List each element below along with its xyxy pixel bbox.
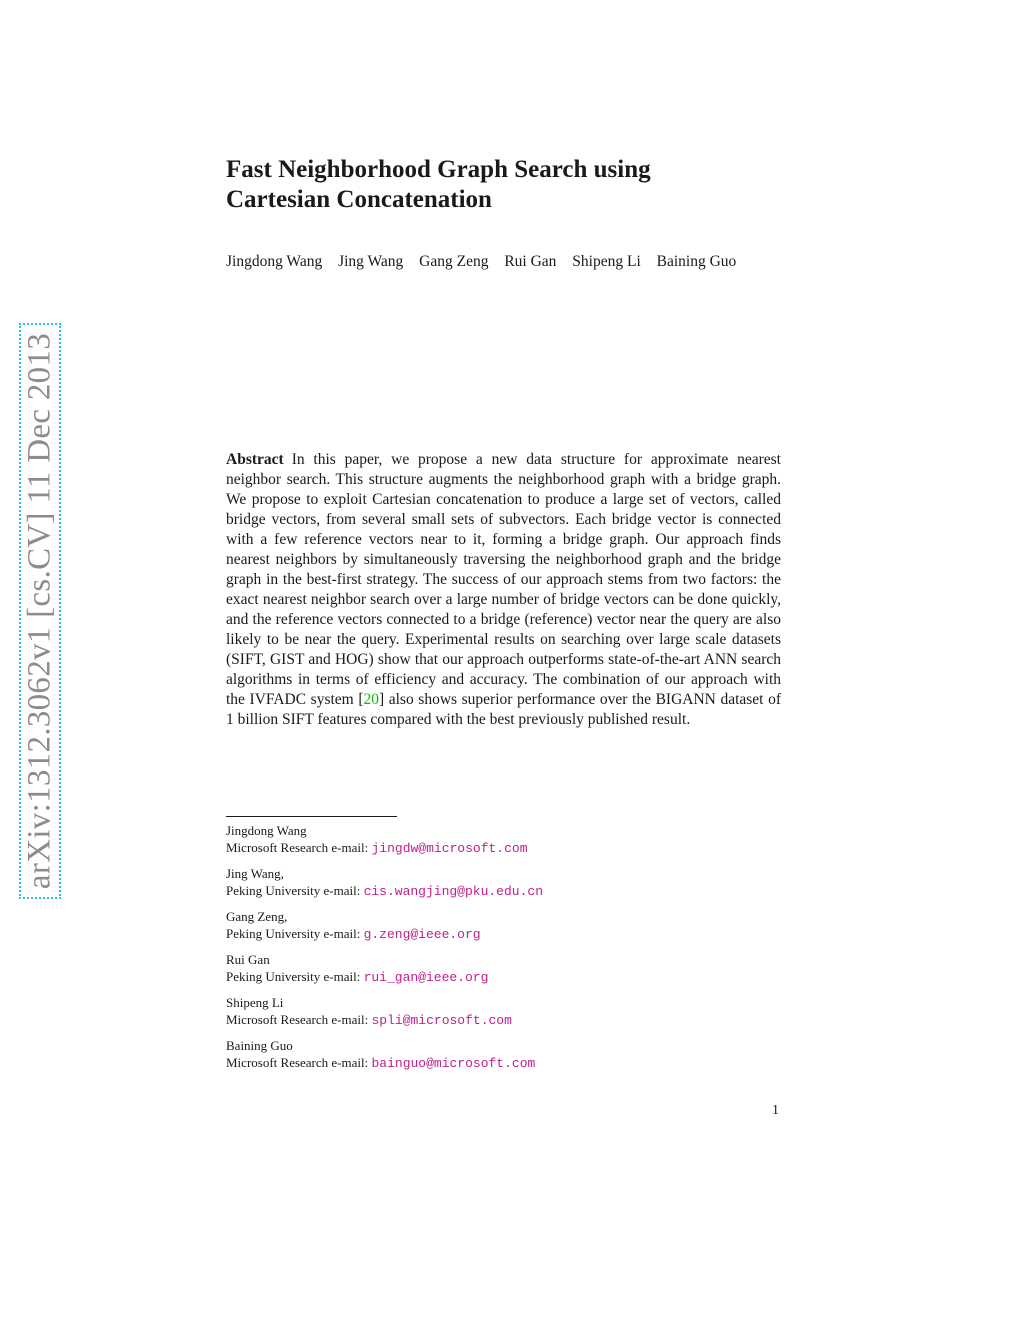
author-name: Jing Wang [338,253,404,270]
footnote-author: Shipeng Li [226,995,284,1010]
footnote-affiliation: Peking University e-mail: [226,882,364,898]
abstract-text-end: ] also shows superior performance over the BIGANN dataset of 1 billion SIFT features compared with the best previously published result. [226,691,781,728]
email-link[interactable]: bainguo@microsoft.com [371,1055,536,1071]
email-link[interactable]: rui_gan@ieee.org [363,969,489,985]
citation-link[interactable]: 20 [363,691,379,708]
paper-title [226,155,786,215]
footnote-affiliation: Microsoft Research e-mail: [226,1011,372,1027]
footnote-affiliation: Microsoft Research e-mail: [226,1054,372,1070]
author-name: Shipeng Li [572,253,641,270]
abstract-text: In this paper, we propose a new data structure for approximate nearest neighbor search. This structure augments the neighborhood graph with a bridge graph. We propose to exploit Cartesian concatenation to produce a large set of vectors, called bridge vectors, from several small sets of subvectors. Each bridge vector is connected with a few reference vectors near to it, forming a bridge graph. Our approach finds nearest neighbors by simultaneously traversing the neighborhood graph and the bridge graph in the best-first strategy. The success of our approach stems from two factors: the exact nearest neighbor search over a large number of bridge vectors can be done quickly, and the reference vectors connected to a bridge (reference) vector near the query are also likely to be near the query. Experimental results on searching over large scale datasets (SIFT, GIST and HOG) show that our approach outperforms state-of-the-art ANN search algorithms in terms of efficiency and accuracy. The combination of our approach with the IVFADC system [ [226,451,781,708]
footnote-author: Jing Wang, [226,866,284,881]
arxiv-identifier[interactable]: arXiv:1312.3062v1 [cs.CV] 11 Dec 2013 [21,332,58,890]
footnote-author: Jingdong Wang [226,823,307,838]
footnote-author: Baining Guo [226,1038,293,1053]
author-name: Gang Zeng [419,253,489,270]
email-link[interactable]: jingdw@microsoft.com [371,840,528,856]
title-line-1: Fast Neighborhood Graph Search using [226,156,651,183]
footnote-entry [226,995,786,1029]
author-footnotes [226,823,786,1081]
footnote-author: Rui Gan [226,952,270,967]
footnote-entry [226,866,786,900]
page-number: 1 [772,1103,779,1118]
abstract-label: Abstract [226,451,284,468]
title-line-2: Cartesian Concatenation [226,186,492,213]
footnote-entry [226,823,786,857]
footnote-entry [226,909,786,943]
author-name: Rui Gan [504,253,557,270]
author-name: Jingdong Wang [226,253,323,270]
email-link[interactable]: g.zeng@ieee.org [363,926,481,942]
author-name: Baining Guo [656,253,737,270]
footnote-rule [226,816,397,817]
author-list [226,252,736,272]
footnote-entry [226,1038,786,1072]
footnote-affiliation: Peking University e-mail: [226,968,364,984]
abstract [226,450,781,730]
footnote-affiliation: Peking University e-mail: [226,925,364,941]
email-link[interactable]: cis.wangjing@pku.edu.cn [363,883,543,899]
email-link[interactable]: spli@microsoft.com [371,1012,512,1028]
footnote-affiliation: Microsoft Research e-mail: [226,839,372,855]
footnote-author: Gang Zeng, [226,909,288,924]
footnote-entry [226,952,786,986]
